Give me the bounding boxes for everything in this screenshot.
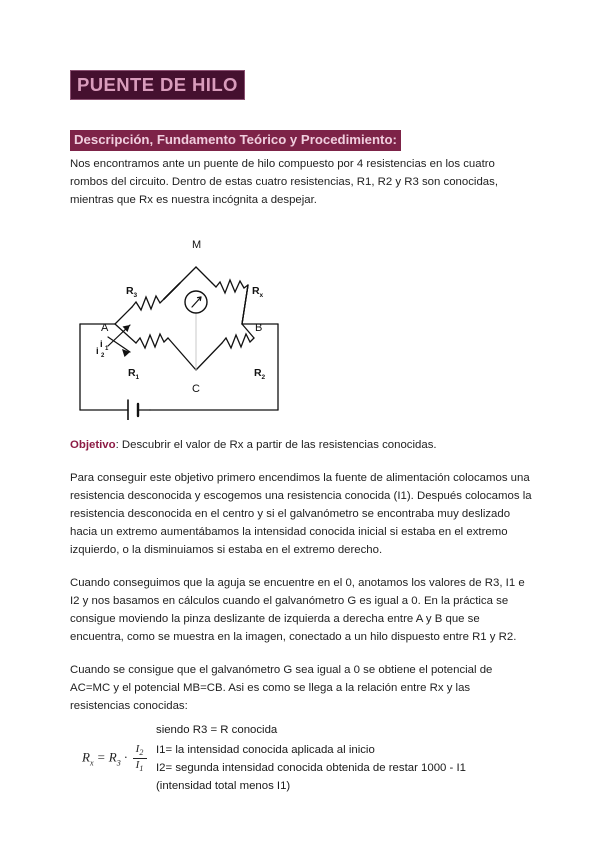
wire-r1-to-c xyxy=(168,338,196,370)
formula-denominator: I xyxy=(135,759,140,772)
formula-r-sub: 3 xyxy=(116,758,121,768)
formula-notes xyxy=(156,741,532,795)
galvanometer-needle xyxy=(192,297,201,307)
formula-denominator-group xyxy=(134,759,146,773)
objective-text: : Descubrir el valor de Rx a partir de las resistencias conocidas. xyxy=(115,438,437,451)
resistor-label-r1-sub: 1 xyxy=(135,373,140,381)
resistor-label-r2: R xyxy=(254,366,262,379)
note-i2: I2= segunda intensidad conocida obtenida de restar 1000 - I1 xyxy=(156,761,466,774)
formula-rx xyxy=(70,741,156,773)
resistor-label-r1: R xyxy=(128,366,136,379)
note-i1: I1= la intensidad conocida aplicada al inicio xyxy=(156,743,375,756)
current-label-i1-sub: 1 xyxy=(105,345,109,352)
wire-apex-left-up xyxy=(180,267,196,283)
paragraph-measurement: Cuando conseguimos que la aguja se encuentre en el 0, anotamos los valores de R3, I1 e I2 y nos basamos en cálculos cuando el galvanómetro G es igual a 0. En la práctica se consigue moviendo la pinza deslizante de izquierda a derecha entre A y B que se encuentra, como se muestra en la imagen, conectado a un hilo dispuesto entre R1 y R2. xyxy=(70,576,525,643)
formula-dot: · xyxy=(124,749,128,765)
wire-c-to-r2 xyxy=(196,343,222,370)
formula-fraction xyxy=(133,744,147,773)
section-heading: Descripción, Fundamento Teórico y Procedimiento: xyxy=(70,130,401,150)
page-title: PUENTE DE HILO xyxy=(70,70,245,100)
objective-line xyxy=(70,436,532,454)
resistor-label-rx: R xyxy=(252,284,260,297)
formula-equals: = xyxy=(96,749,106,765)
resistor-label-r3-sub: 3 xyxy=(133,291,138,299)
note-i2-continued: (intensidad total menos I1) xyxy=(156,779,291,792)
wire-a-to-r3 xyxy=(115,307,132,324)
formula-lhs: R xyxy=(82,749,90,765)
objective-label: Objetivo xyxy=(70,438,116,451)
section-heading-container xyxy=(70,130,532,154)
wire-up-to-apex xyxy=(164,283,180,299)
wire-apex-right-down xyxy=(196,267,212,283)
current-label-i2-sub: 2 xyxy=(101,352,105,359)
resistor-rx-zigzag xyxy=(216,280,248,293)
formula-numerator-group xyxy=(134,744,146,758)
wire-r2-to-b xyxy=(242,324,254,338)
paragraph-intro: Nos encontramos ante un puente de hilo compuesto por 4 resistencias en los cuatro rombos del circuito. Dentro de estas cuatro resistencias, R1, R2 y R3 son conocidas, mientras que Rx es nuestra incógnita a despejar. xyxy=(70,157,498,206)
resistor-label-r3: R xyxy=(126,284,134,297)
paragraph-procedure: Para conseguir este objetivo primero encendimos la fuente de alimentación colocamos una resistencia desconocida y escogemos una resistencia conocida (I1). Después colocamos la resistencia desconocida en el centro y si el galvanómetro se encontraba muy deslizado hacia un extremo aumentábamos la intensidad conocida inicial si estaba en el extremo izquierdo, o la disminuiamos si estaba en el extremo derecho. xyxy=(70,471,532,556)
circuit-diagram xyxy=(70,224,370,420)
resistor-r1-zigzag xyxy=(136,334,168,348)
note-siendo: siendo R3 = R conocida xyxy=(156,723,278,736)
paragraph-relation: Cuando se consigue que el galvanómetro G sea igual a 0 se obtiene el potencial de AC=MC y el potencial MB=CB. Asi es como se llega a la relación entre Rx y las resistencias conocidas: xyxy=(70,663,493,712)
formula-r: R xyxy=(108,749,117,765)
formula-block xyxy=(70,741,532,795)
resistor-label-rx-sub: x xyxy=(259,291,264,299)
node-label-a: A xyxy=(101,321,109,334)
formula-numerator-sub: 2 xyxy=(139,748,144,758)
document-content xyxy=(70,70,532,795)
node-label-c: C xyxy=(192,382,200,395)
current-label-i1: i xyxy=(100,338,103,350)
wire-to-rx xyxy=(212,283,216,287)
formula-denominator-sub: 1 xyxy=(139,764,144,774)
resistor-label-r2-sub: 2 xyxy=(261,373,266,381)
resistor-r2-zigzag xyxy=(222,334,254,348)
formula-numerator: I xyxy=(135,742,140,755)
title-container xyxy=(70,70,532,100)
current-arrow-i1-head xyxy=(122,349,130,357)
node-label-m: M xyxy=(192,238,202,251)
formula-lhs-sub: x xyxy=(89,758,94,768)
wheatstone-bridge-svg xyxy=(70,224,370,420)
current-arrow-i1-shaft xyxy=(108,337,130,352)
current-label-i2: i xyxy=(96,345,99,357)
node-label-b: B xyxy=(255,321,263,334)
